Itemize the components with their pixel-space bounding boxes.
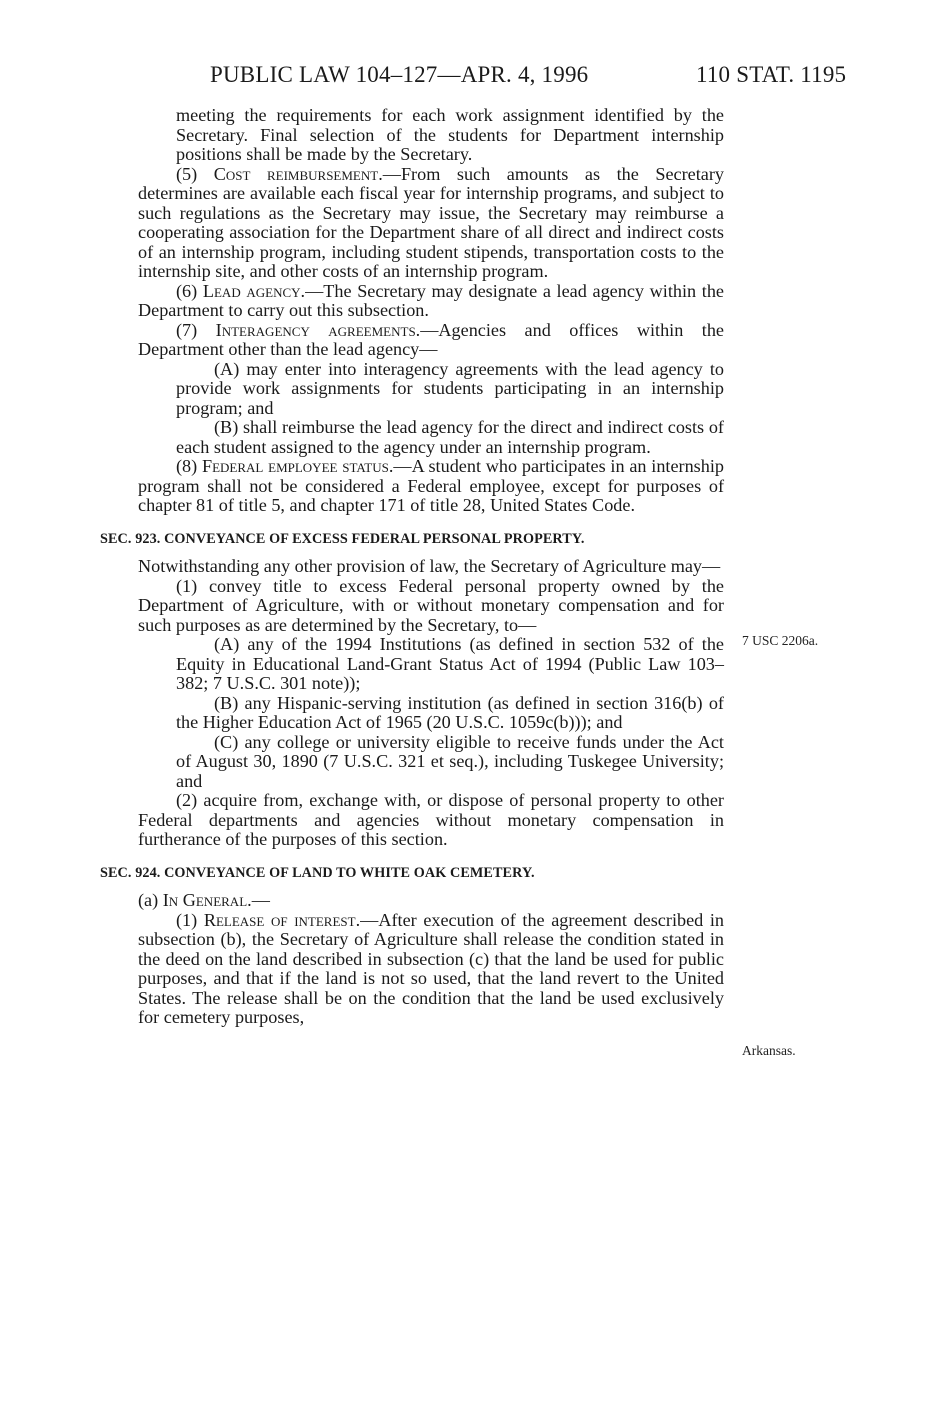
header-title: PUBLIC LAW 104–127—APR. 4, 1996 xyxy=(210,62,589,87)
section-923-intro: Notwithstanding any other provision of law, the Secretary of Agriculture may— xyxy=(138,556,721,576)
paragraph-6-text: —The Secretary may designate a lead agency within the Department to carry out this subsection. xyxy=(138,280,725,320)
paragraph-8 xyxy=(100,457,724,516)
paragraph-5-text: —From such amounts as the Secretary determines are available each fiscal year for internship programs, and subject to such regulations as the Secretary may issue, the Secretary may reimburse a cooperating association for the Department share of all direct and indirect costs of an internship program, including student stipends, transportation costs to the internship site, and other costs of an internship program. xyxy=(138,163,724,281)
section-924-heading: SEC. 924. CONVEYANCE OF LAND TO WHITE OAK CEMETERY. xyxy=(100,864,535,881)
margin-note-sec924: Arkansas. xyxy=(742,1043,796,1058)
paragraph-1-heading: Release of interest. xyxy=(203,909,361,930)
subparagraph-7a: (A) may enter into interagency agreements with the lead agency to provide work assignments for students participating in an internship program; and xyxy=(176,358,724,418)
section-923-item-2: (2) acquire from, exchange with, or dispose of personal property to other Federal departments and agencies without monetary compensation in furtherance of the purposes of this section. xyxy=(138,790,724,849)
section-923-item-A: (A) any of the 1994 Institutions (as defined in section 532 of the Equity in Educational Land-Grant Status Act of 1994 (Public Law 103–382; 7 U.S.C. 301 note)); xyxy=(176,634,724,693)
section-923-heading: SEC. 923. CONVEYANCE OF EXCESS FEDERAL PERSONAL PROPERTY. xyxy=(100,530,585,547)
margin-note-sec923: 7 USC 2206a. xyxy=(742,633,819,648)
paragraph-1-number: (1) xyxy=(176,909,198,930)
section-923-item-B: (B) any Hispanic-serving institution (as defined in section 316(b) of the Higher Education Act of 1965 (20 U.S.C. 1059c(b))); and xyxy=(176,692,724,732)
paragraph-8-heading: Federal employee status. xyxy=(201,456,394,476)
paragraph-7-text: —Agencies and offices within the Department other than the lead agency— xyxy=(138,319,724,359)
paragraph-7-heading: Interagency agreements. xyxy=(215,319,421,340)
paragraph-5 xyxy=(100,165,724,282)
header-page-number: 110 STAT. 1195 xyxy=(696,62,847,87)
paragraph-continuation: meeting the requirements for each work assignment identified by the Secretary. Final selection of the students for Department internship positions shall be made by the Secretary. xyxy=(176,105,724,164)
paragraph-8-number: (8) xyxy=(176,456,198,476)
section-924-paragraph-1 xyxy=(100,911,724,1028)
paragraph-6-heading: Lead agency. xyxy=(202,280,306,301)
paragraph-5-number: (5) xyxy=(176,163,198,184)
subparagraph-7b: (B) shall reimburse the lead agency for the direct and indirect costs of each student assigned to the agency under an internship program. xyxy=(176,417,724,457)
paragraph-7-number: (7) xyxy=(176,319,198,340)
paragraph-1-text: —After execution of the agreement described in subsection (b), the Secretary of Agriculture shall release the condition stated in the deed on the land described in subsection (c) that the land be used for public purposes, and that if the land is not so used, that the land revert to the United States. The release shall be on the condition that the land be used exclusively for cemetery purposes, xyxy=(138,909,725,1027)
subsection-a-number: (a) xyxy=(138,890,159,910)
page-body xyxy=(100,106,724,1028)
paragraph-6-number: (6) xyxy=(176,280,198,301)
section-923-item-C: (C) any college or university eligible to receive funds under the Act of August 30, 1890 (7 U.S.C. 321 et seq.), including Tuskegee University; and xyxy=(176,731,724,791)
paragraph-7 xyxy=(100,321,724,360)
subsection-a-heading: In General. xyxy=(162,890,252,910)
paragraph-6 xyxy=(100,282,724,321)
paragraph-5-heading: Cost reimbursement. xyxy=(213,163,383,184)
section-923-item-1: (1) convey title to excess Federal personal property owned by the Department of Agriculture, with or without monetary compensation and for such purposes as are determined by the Secretary, to— xyxy=(138,575,724,635)
section-924-subsection-a xyxy=(100,891,724,911)
subsection-a-dash: — xyxy=(251,890,270,910)
paragraph-8-text: —A student who participates in an internship program shall not be considered a Federal employee, except for purposes of chapter 81 of title 5, and chapter 171 of title 28, United States Code. xyxy=(138,456,725,515)
